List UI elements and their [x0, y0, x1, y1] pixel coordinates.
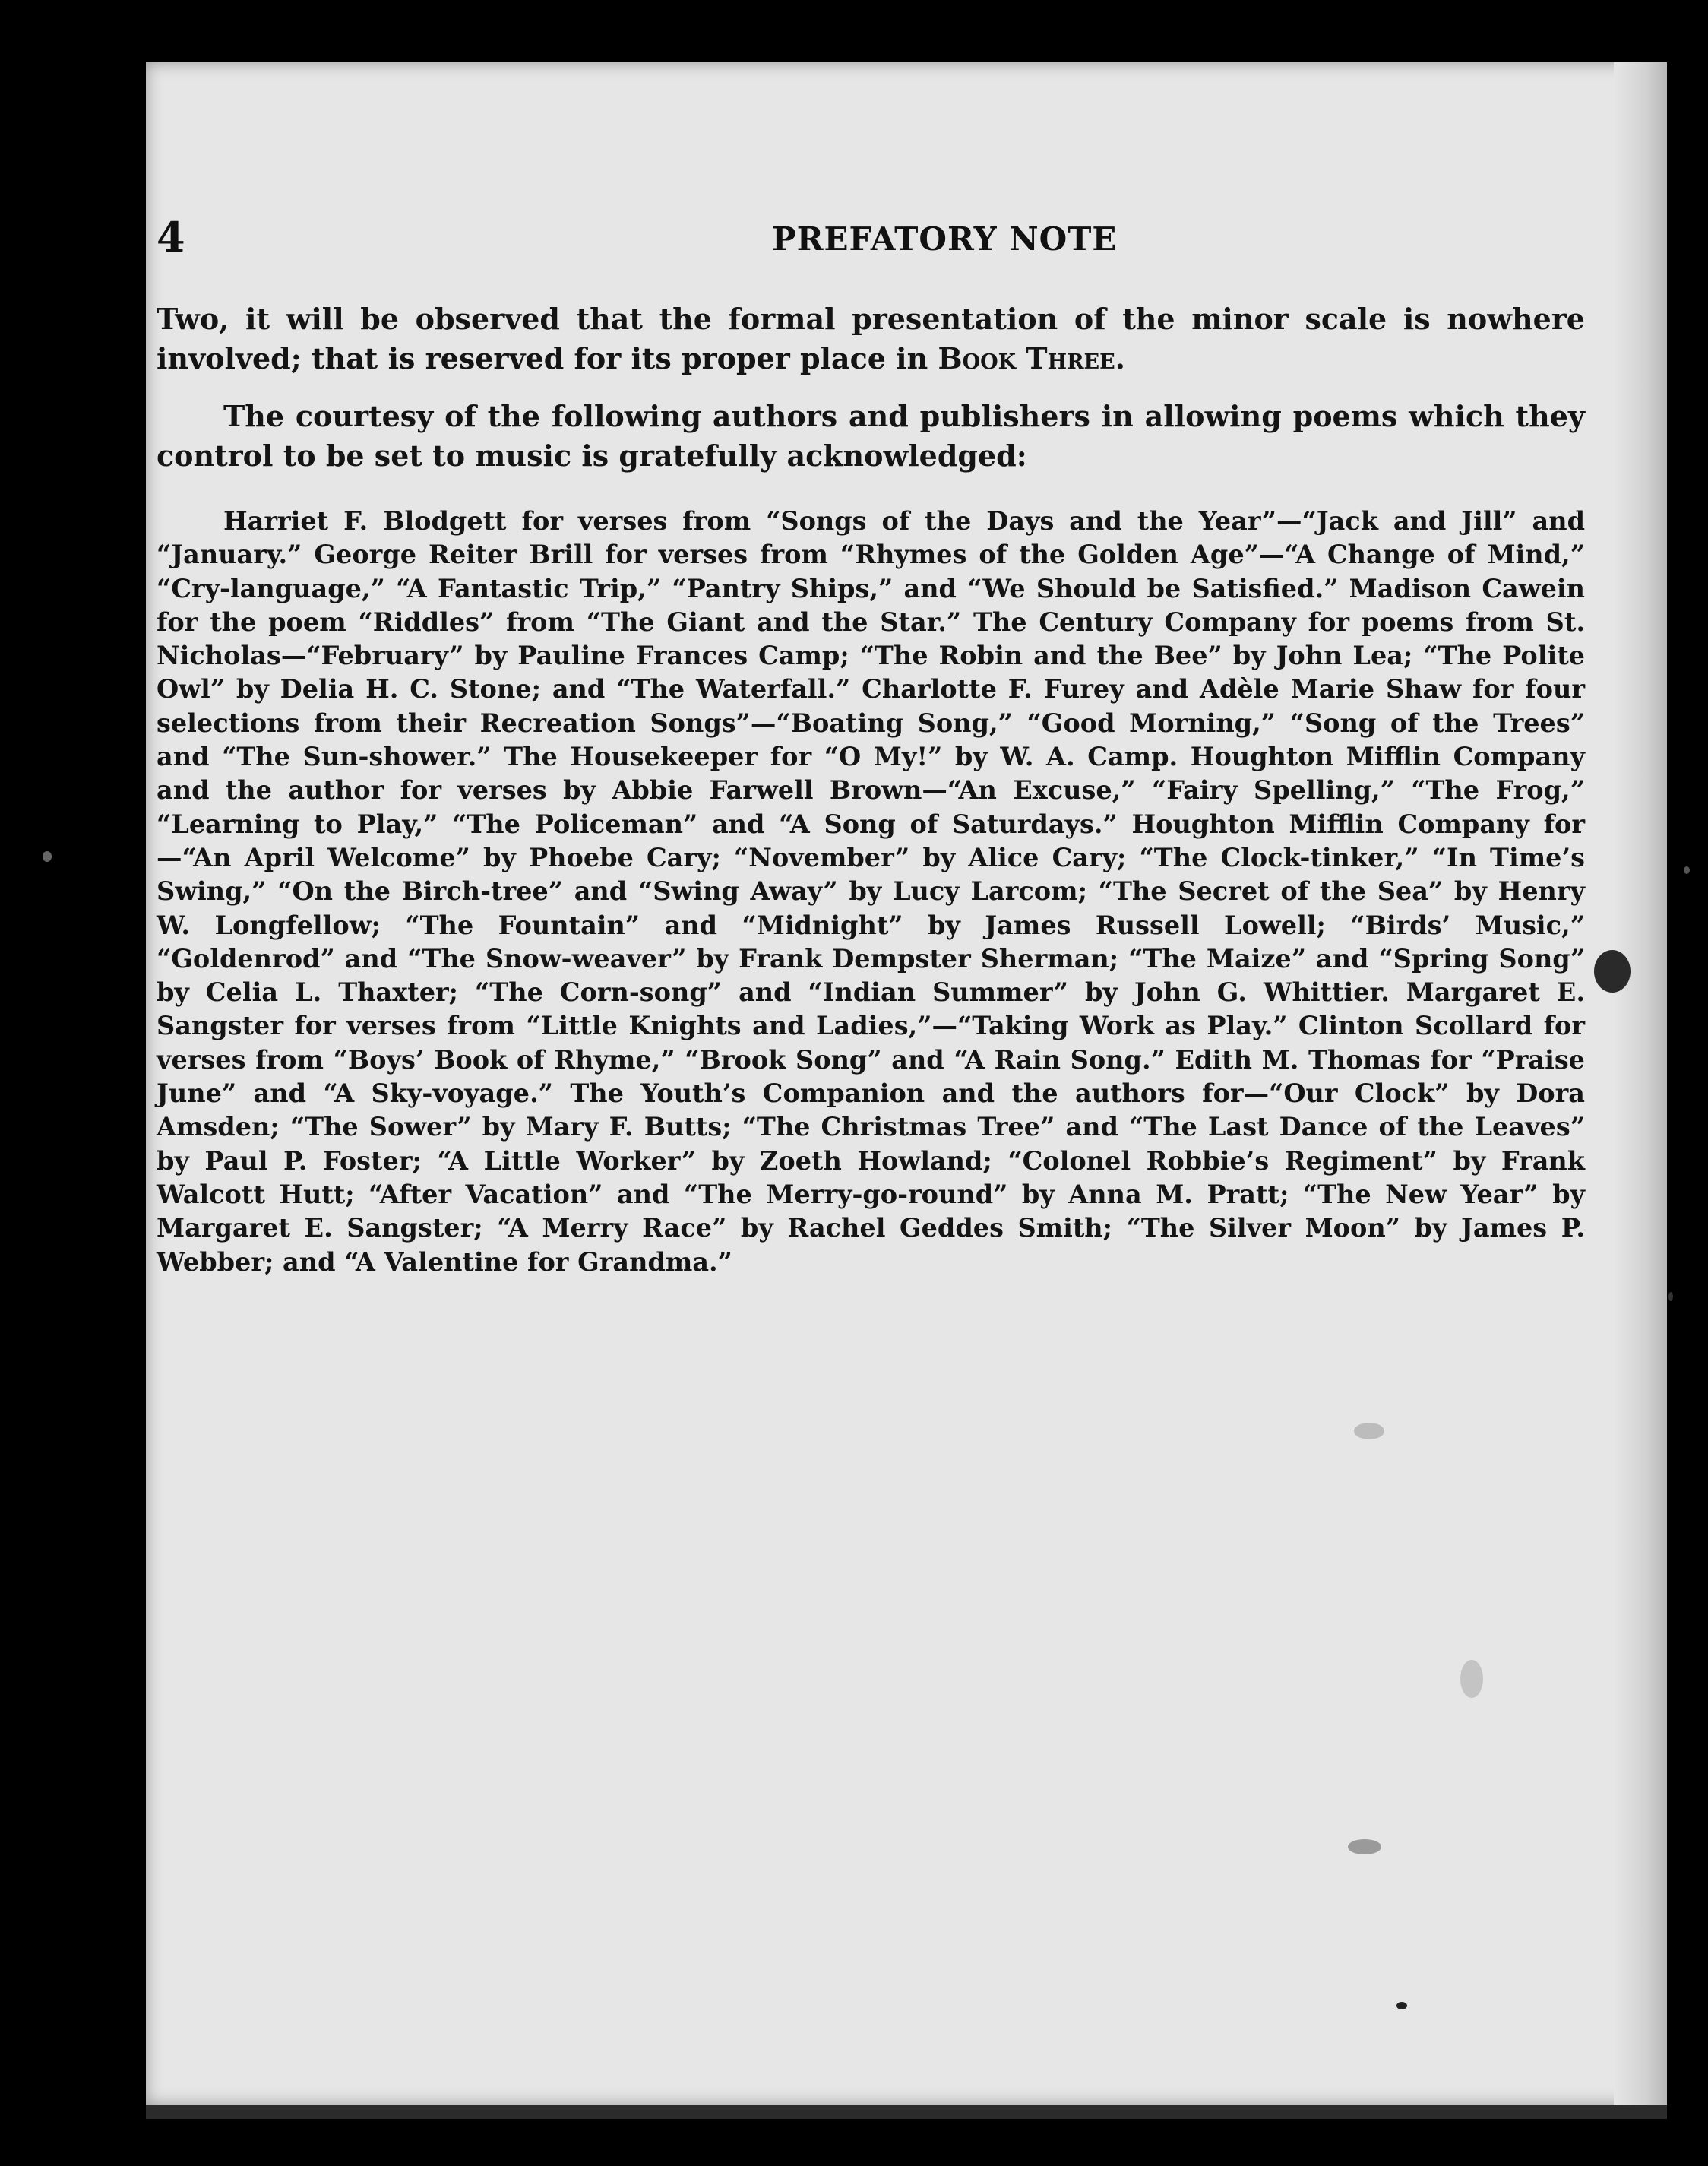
page-edge-shadow	[1614, 62, 1667, 2105]
scan-smudge	[1348, 1839, 1381, 1854]
scan-blot	[1594, 950, 1631, 993]
page-bottom-edge	[146, 2105, 1667, 2119]
page-number: 4	[157, 213, 185, 261]
running-head: PREFATORY NOTE	[772, 220, 1118, 258]
paragraph-text-end: .	[1115, 341, 1125, 375]
paragraph-acknowledgement-list: Harriet F. Blodgett for verses from “Songs of the Days and the Year”—“Jack and Jill” and “January.” George Reiter Brill for verses from “Rhymes of the Golden Age”—“A Change of Mind,” “Cry-language,” “A Fantastic Trip,” “Pantry Ships,” and “We Should be Satisfied.” Madison Cawein for the poem “Riddles” from “The Giant and the Star.” The Century Company for poems from St. Nicholas—“February” by Pauline Frances Camp; “The Robin and the Bee” by John Lea; “The Polite Owl” by Delia H. C. Stone; and “The Waterfall.” Charlotte F. Furey and Adèle Marie Shaw for four selections from their Recreation Songs”—“Boating Song,” “Good Morning,” “Song of the Trees” and “The Sun-shower.” The Housekeeper for “O My!” by W. A. Camp. Houghton Mifflin Company and the author for verses by Abbie Farwell Brown—“An Excuse,” “Fairy Spelling,” “The Frog,” “Learning to Play,” “The Policeman” and “A Song of Saturdays.” Houghton Mifflin Company for—“An April Welcome” by Phoebe Cary; “November” by Alice Cary; “The Clock-tinker,” “In Time’s Swing,” “On the Birch-tree” and “Swing Away” by Lucy Larcom; “The Secret of the Sea” by Henry W. Longfellow; “The Fountain” and “Midnight” by James Russell Lowell; “Birds’ Music,” “Goldenrod” and “The Snow-weaver” by Frank Dempster Sherman; “The Maize” and “Spring Song” by Celia L. Thaxter; “The Corn-song” and “Indian Summer” by John G. Whittier. Margaret E. Sangster for verses from “Little Knights and Ladies,”—“Taking Work as Play.” Clinton Scollard for verses from “Boys’ Book of Rhyme,” “Brook Song” and “A Rain Song.” Edith M. Thomas for “Praise June” and “A Sky-voyage.” The Youth’s Companion and the authors for—“Our Clock” by Dora Amsden; “The Sower” by Mary F. Butts; “The Christmas Tree” and “The Last Dance of the Leaves” by Paul P. Foster; “A Little Worker” by Zoeth Howland; “Colonel Robbie’s Regiment” by Frank Walcott Hutt; “After Vacation” and “The Merry-go-round” by Anna M. Pratt; “The New Year” by Margaret E. Sangster; “A Merry Race” by Rachel Geddes Smith; “The Silver Moon” by James P. Webber; and “A Valentine for Grandma.”	[157, 506, 1585, 1277]
scan-speck	[1668, 1292, 1673, 1301]
scan-speck	[1684, 866, 1690, 874]
scan-smudge	[1354, 1423, 1384, 1439]
paragraph-text: Two, it will be observed that the formal presentation of the minor scale is nowhere involved; that is reserved for its proper place in	[157, 302, 1585, 375]
scan-speck	[1396, 2002, 1407, 2009]
paragraph-acknowledgement-intro: The courtesy of the following authors and publishers in allowing poems which they control to be set to music is gratefully acknowledged:	[157, 399, 1585, 473]
scan-speck	[43, 851, 52, 862]
paragraph-minor-scale	[157, 299, 1585, 378]
book-reference: Book Three	[938, 341, 1115, 375]
page-header	[157, 213, 1585, 266]
scan-smudge	[1460, 1660, 1483, 1698]
